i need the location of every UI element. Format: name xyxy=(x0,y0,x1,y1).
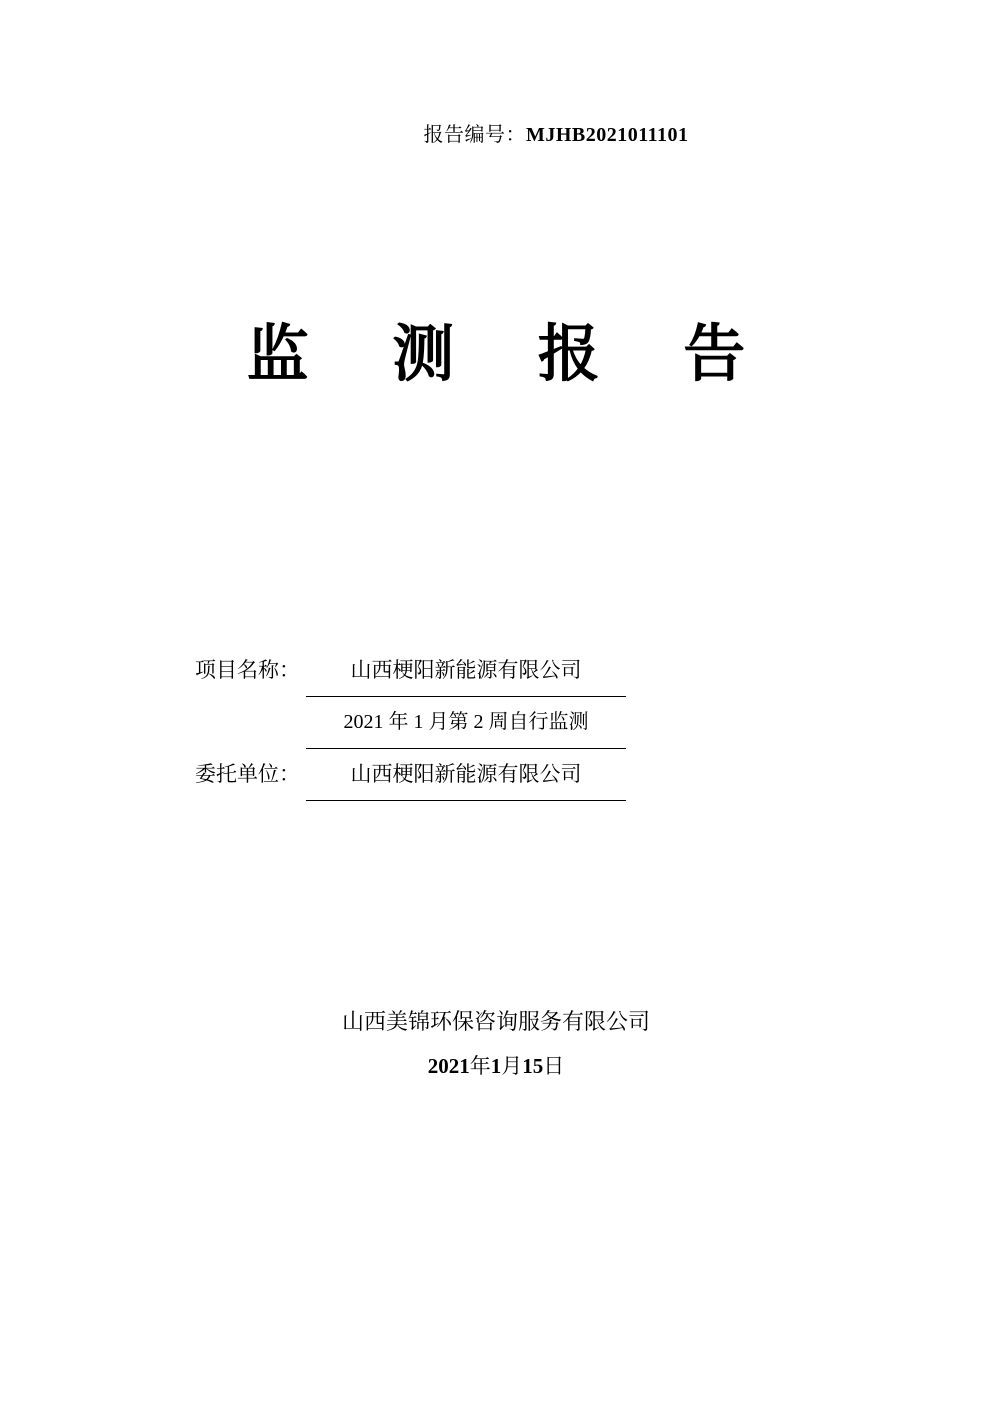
report-number-label: 报告编号： xyxy=(423,124,526,146)
report-number xyxy=(0,118,992,147)
issue-date-month: 1 xyxy=(490,1054,502,1078)
metadata-block xyxy=(0,645,992,801)
project-name-label: 项目名称： xyxy=(195,658,300,682)
issuing-company: 山西美锦环保咨询服务有限公司 xyxy=(341,1009,650,1034)
project-name-value-line2: 2021 年 1 月第 2 周自行监测 xyxy=(306,697,626,749)
page-title: 监 测 报 告 xyxy=(246,321,780,389)
issue-date-month-unit: 月 xyxy=(501,1054,523,1078)
issue-date xyxy=(0,1044,992,1088)
report-number-value: MJHB2021011101 xyxy=(525,124,689,146)
issue-date-day-unit: 日 xyxy=(543,1054,565,1078)
document-footer xyxy=(0,1000,992,1088)
project-name-value: 山西梗阳新能源有限公司 xyxy=(306,645,626,697)
project-name-row xyxy=(0,645,992,697)
issue-date-day: 15 xyxy=(522,1054,544,1078)
client-label: 委托单位： xyxy=(195,762,300,786)
client-value: 山西梗阳新能源有限公司 xyxy=(306,749,626,801)
client-row xyxy=(0,749,992,801)
issue-date-year: 2021 xyxy=(427,1054,470,1078)
issue-date-year-unit: 年 xyxy=(469,1054,491,1078)
project-name-row-continued xyxy=(0,697,992,749)
